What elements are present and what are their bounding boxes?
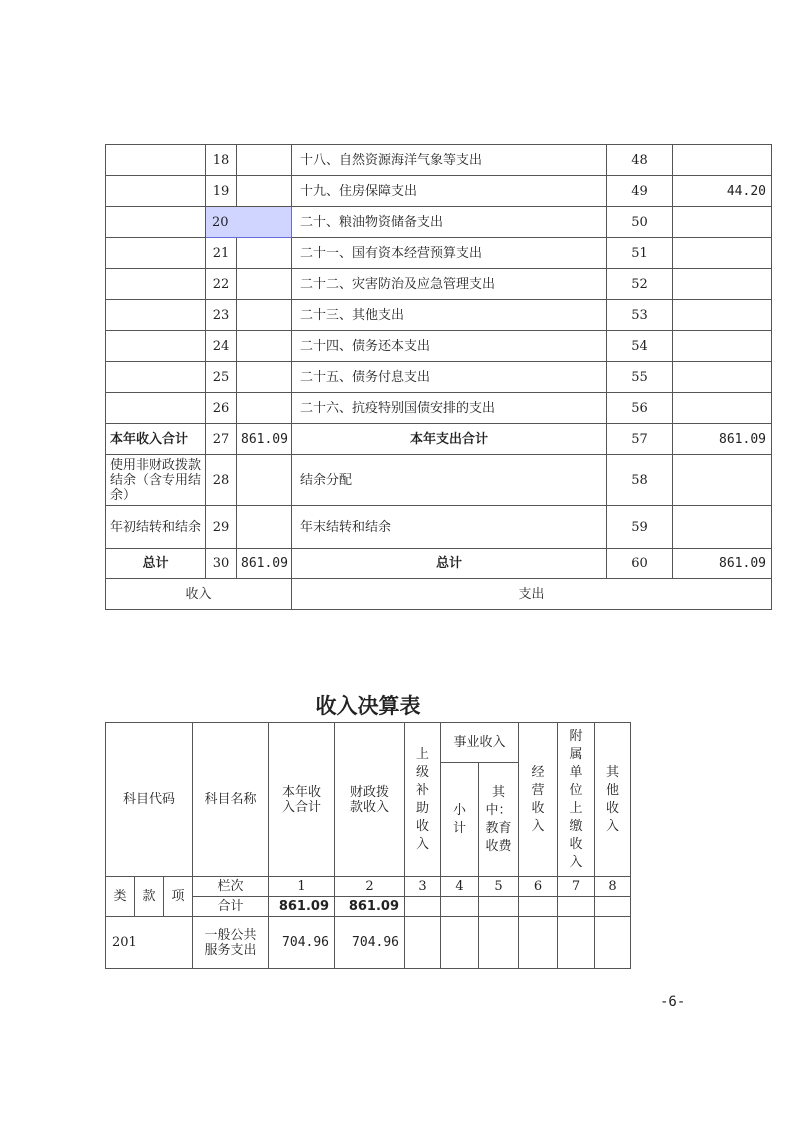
expense-total-label: 本年支出合计 (292, 424, 607, 455)
income-label-cell (106, 176, 206, 207)
income-amount-cell (237, 238, 292, 269)
expense-amount-cell (673, 269, 772, 300)
income-amount-cell (237, 455, 292, 506)
income-label-cell (106, 362, 206, 393)
expense-label-cell: 二十一、国有资本经营预算支出 (292, 238, 607, 269)
income-row-number: 29 (206, 506, 237, 549)
selected-cell[interactable]: 20 (206, 207, 292, 238)
subject-name-header: 科目名称 (193, 723, 269, 877)
carryover-label: 年初结转和结余 (106, 506, 206, 549)
table-row (106, 331, 772, 362)
income-table-title: 收入决算表 (315, 694, 421, 718)
expense-label-cell: 二十二、灾害防治及应急管理支出 (292, 269, 607, 300)
expense-label-cell: 二十三、其他支出 (292, 300, 607, 331)
affiliated-payment-header: 附属单位上缴收入 (558, 723, 595, 877)
income-label-cell (106, 269, 206, 300)
income-amount-cell (237, 362, 292, 393)
expense-row-number: 55 (607, 362, 673, 393)
surplus-distribution-label: 结余分配 (292, 455, 607, 506)
income-label-cell (106, 238, 206, 269)
expense-footer: 支出 (292, 579, 772, 610)
table-row (106, 207, 772, 238)
subject-code-header: 科目代码 (106, 723, 193, 877)
fiscal-income-header: 财政拨款收入 (335, 723, 405, 877)
income-row-number: 27 (206, 424, 237, 455)
nonfiscal-row (106, 455, 772, 506)
expense-amount-cell (673, 362, 772, 393)
expense-label-cell: 十八、自然资源海洋气象等支出 (292, 145, 607, 176)
column-number: 2 (335, 877, 405, 897)
sum-total-amount: 861.09 (269, 897, 335, 917)
expense-row-number: 51 (607, 238, 673, 269)
carryover-row (106, 506, 772, 549)
grand-total-row (106, 549, 772, 579)
expense-amount-cell (673, 300, 772, 331)
expense-row-number: 49 (607, 176, 673, 207)
table-row (106, 362, 772, 393)
column-number: 3 (405, 877, 441, 897)
grand-total-income-amount: 861.09 (237, 549, 292, 579)
income-amount-cell (237, 393, 292, 424)
table-row (106, 393, 772, 424)
expense-row-number: 58 (607, 455, 673, 506)
table-row (106, 238, 772, 269)
fiscal-income-cell: 704.96 (335, 917, 405, 969)
total-income-cell: 704.96 (269, 917, 335, 969)
section-header: 款 (135, 877, 164, 917)
expense-amount-cell (673, 331, 772, 362)
income-total-row (106, 424, 772, 455)
income-amount-cell (237, 145, 292, 176)
grand-total-expense-amount: 861.09 (673, 549, 772, 579)
expense-row-number: 59 (607, 506, 673, 549)
table-row (106, 176, 772, 207)
business-income-header: 事业收入 (441, 723, 519, 763)
income-row-number: 22 (206, 269, 237, 300)
education-fee-header: 其中：教育收费 (479, 763, 519, 877)
expense-total-amount: 861.09 (673, 424, 772, 455)
income-amount-cell (237, 269, 292, 300)
column-number: 7 (558, 877, 595, 897)
income-total-amount: 861.09 (237, 424, 292, 455)
expense-row-number: 57 (607, 424, 673, 455)
table-row (106, 145, 772, 176)
income-row-number: 21 (206, 238, 237, 269)
grand-total-expense-label: 总计 (292, 549, 607, 579)
income-row-number: 24 (206, 331, 237, 362)
sum-fiscal-amount: 861.09 (335, 897, 405, 917)
income-label-cell (106, 331, 206, 362)
expense-label-cell: 十九、住房保障支出 (292, 176, 607, 207)
income-amount-cell (237, 300, 292, 331)
expense-row-number: 48 (607, 145, 673, 176)
operating-income-header: 经营收入 (519, 723, 558, 877)
expense-label-cell: 二十五、债务付息支出 (292, 362, 607, 393)
column-number-row (106, 877, 631, 897)
income-row-number: 25 (206, 362, 237, 393)
income-amount-cell (237, 331, 292, 362)
expense-row-number: 56 (607, 393, 673, 424)
column-number: 8 (595, 877, 631, 897)
income-row-number: 28 (206, 455, 237, 506)
sum-label: 合计 (193, 897, 269, 917)
income-row-number: 18 (206, 145, 237, 176)
expense-amount-cell: 44.20 (673, 176, 772, 207)
income-amount-cell (237, 506, 292, 549)
column-number: 5 (479, 877, 519, 897)
footer-row (106, 579, 772, 610)
income-label-cell (106, 300, 206, 331)
income-row-number: 19 (206, 176, 237, 207)
expense-amount-cell (673, 455, 772, 506)
expense-label-cell: 二十、粮油物资储备支出 (292, 207, 607, 238)
page-number: -6- (660, 994, 686, 1010)
income-label-cell (106, 393, 206, 424)
other-income-header: 其他收入 (595, 723, 631, 877)
item-header: 项 (164, 877, 193, 917)
expense-label-cell: 二十四、债务还本支出 (292, 331, 607, 362)
income-row-number: 26 (206, 393, 237, 424)
income-amount-cell (237, 176, 292, 207)
income-statement-table (105, 722, 631, 969)
expense-amount-cell (673, 393, 772, 424)
header-row (106, 723, 631, 763)
income-row-number: 30 (206, 549, 237, 579)
year-end-carryover-label: 年末结转和结余 (292, 506, 607, 549)
table-row (106, 269, 772, 300)
expense-row-number: 50 (607, 207, 673, 238)
income-label-cell (106, 207, 206, 238)
expense-amount-cell (673, 145, 772, 176)
income-row-number: 23 (206, 300, 237, 331)
subject-code-cell: 201 (106, 917, 193, 969)
expense-amount-cell (673, 506, 772, 549)
expense-summary-table (105, 144, 772, 610)
superior-subsidy-header: 上级补助收入 (405, 723, 441, 877)
expense-row-number: 60 (607, 549, 673, 579)
column-number: 6 (519, 877, 558, 897)
expense-row-number: 54 (607, 331, 673, 362)
subject-name-cell: 一般公共服务支出 (193, 917, 269, 969)
expense-amount-cell (673, 207, 772, 238)
table-row (106, 917, 631, 969)
kind-header: 类 (106, 877, 135, 917)
grand-total-label: 总计 (106, 549, 206, 579)
total-income-header: 本年收入合计 (269, 723, 335, 877)
expense-row-number: 53 (607, 300, 673, 331)
expense-label-cell: 二十六、抗疫特别国债安排的支出 (292, 393, 607, 424)
income-total-label: 本年收入合计 (106, 424, 206, 455)
expense-row-number: 52 (607, 269, 673, 300)
column-number: 1 (269, 877, 335, 897)
nonfiscal-label: 使用非财政拨款结余（含专用结余） (106, 455, 206, 506)
column-number-label: 栏次 (193, 877, 269, 897)
table-row (106, 300, 772, 331)
expense-amount-cell (673, 238, 772, 269)
income-footer: 收入 (106, 579, 292, 610)
income-label-cell (106, 145, 206, 176)
column-number: 4 (441, 877, 479, 897)
subtotal-header: 小计 (441, 763, 479, 877)
